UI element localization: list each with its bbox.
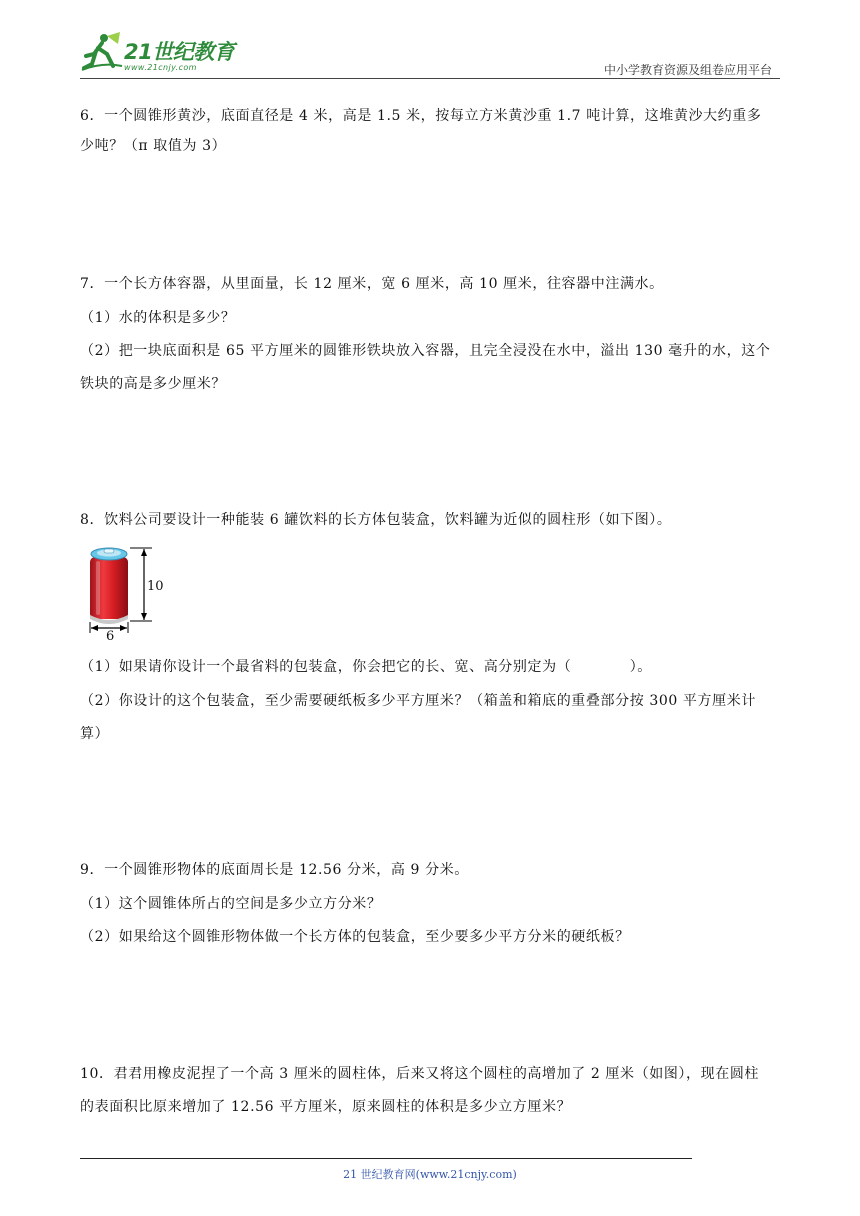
soda-can-figure [86,543,176,645]
q7-sub-1: （1）水的体积是多少？ [80,310,236,326]
q7-sub-2-line-2: 铁块的高是多少厘米？ [80,376,226,392]
q8-sub-2-line-1: （2）你设计的这个包装盒，至少需要硬纸板多少平方厘米？（箱盖和箱底的重叠部分按 300 平方厘米计 [80,693,756,709]
site-logo [80,30,250,78]
platform-tagline: 中小学教育资源及组卷应用平台 [603,63,772,77]
q8-sub-1: （1）如果请你设计一个最省料的包装盒，你会把它的长、宽、高分别定为（ ）。 [80,659,652,675]
q10-line-2: 的表面积比原来增加了 12.56 平方厘米，原来圆柱的体积是多少立方厘米？ [80,1099,572,1115]
question-8 [80,505,780,535]
question-6 [80,101,780,161]
runner-logo-icon [80,30,124,74]
q6-line-1: 6．一个圆锥形黄沙，底面直径是 4 米，高是 1.5 米，按每立方米黄沙重 1.7 吨计算，这堆黄沙大约重多 [80,108,762,124]
soda-can-icon [86,543,176,645]
logo-url: www.21cnjy.com [124,63,197,72]
question-10 [80,1059,780,1122]
q9-sub-2: （2）如果给这个圆锥形物体做一个长方体的包装盒，至少要多少平方分米的硬纸板？ [80,929,630,945]
can-diameter-label: 6 [106,629,115,644]
q7-line-1: 7．一个长方体容器，从里面量，长 12 厘米，宽 6 厘米，高 10 厘米，往容器中注满水。 [80,276,664,292]
q6-line-2: 少吨？（π 取值为 3） [80,138,227,154]
footer-divider [80,1158,692,1159]
q8-line-1: 8．饮料公司要设计一种能装 6 罐饮料的长方体包装盒，饮料罐为近似的圆柱形（如下图）。 [80,512,672,528]
q7-sub-2-line-1: （2）把一块底面积是 65 平方厘米的圆锥形铁块放入容器，且完全浸没在水中，溢出 130 毫升的水，这个 [80,343,771,359]
question-9 [80,855,780,952]
can-height-label: 10 [147,579,164,594]
footer-link[interactable]: 21 世纪教育网(www.21cnjy.com) [343,1168,517,1181]
question-7 [80,269,780,399]
logo-text: 21世纪教育 [124,40,235,64]
question-8-parts [80,652,780,749]
header-divider [80,78,780,79]
q9-line-1: 9．一个圆锥形物体的底面周长是 12.56 分米，高 9 分米。 [80,862,469,878]
page-header [80,30,780,80]
q10-line-1: 10．君君用橡皮泥捏了一个高 3 厘米的圆柱体，后来又将这个圆柱的高增加了 2 厘米（如图），现在圆柱 [80,1066,760,1082]
q9-sub-1: （1）这个圆锥体所占的空间是多少立方分米？ [80,896,382,912]
q8-sub-2-line-2: 算） [80,726,110,742]
